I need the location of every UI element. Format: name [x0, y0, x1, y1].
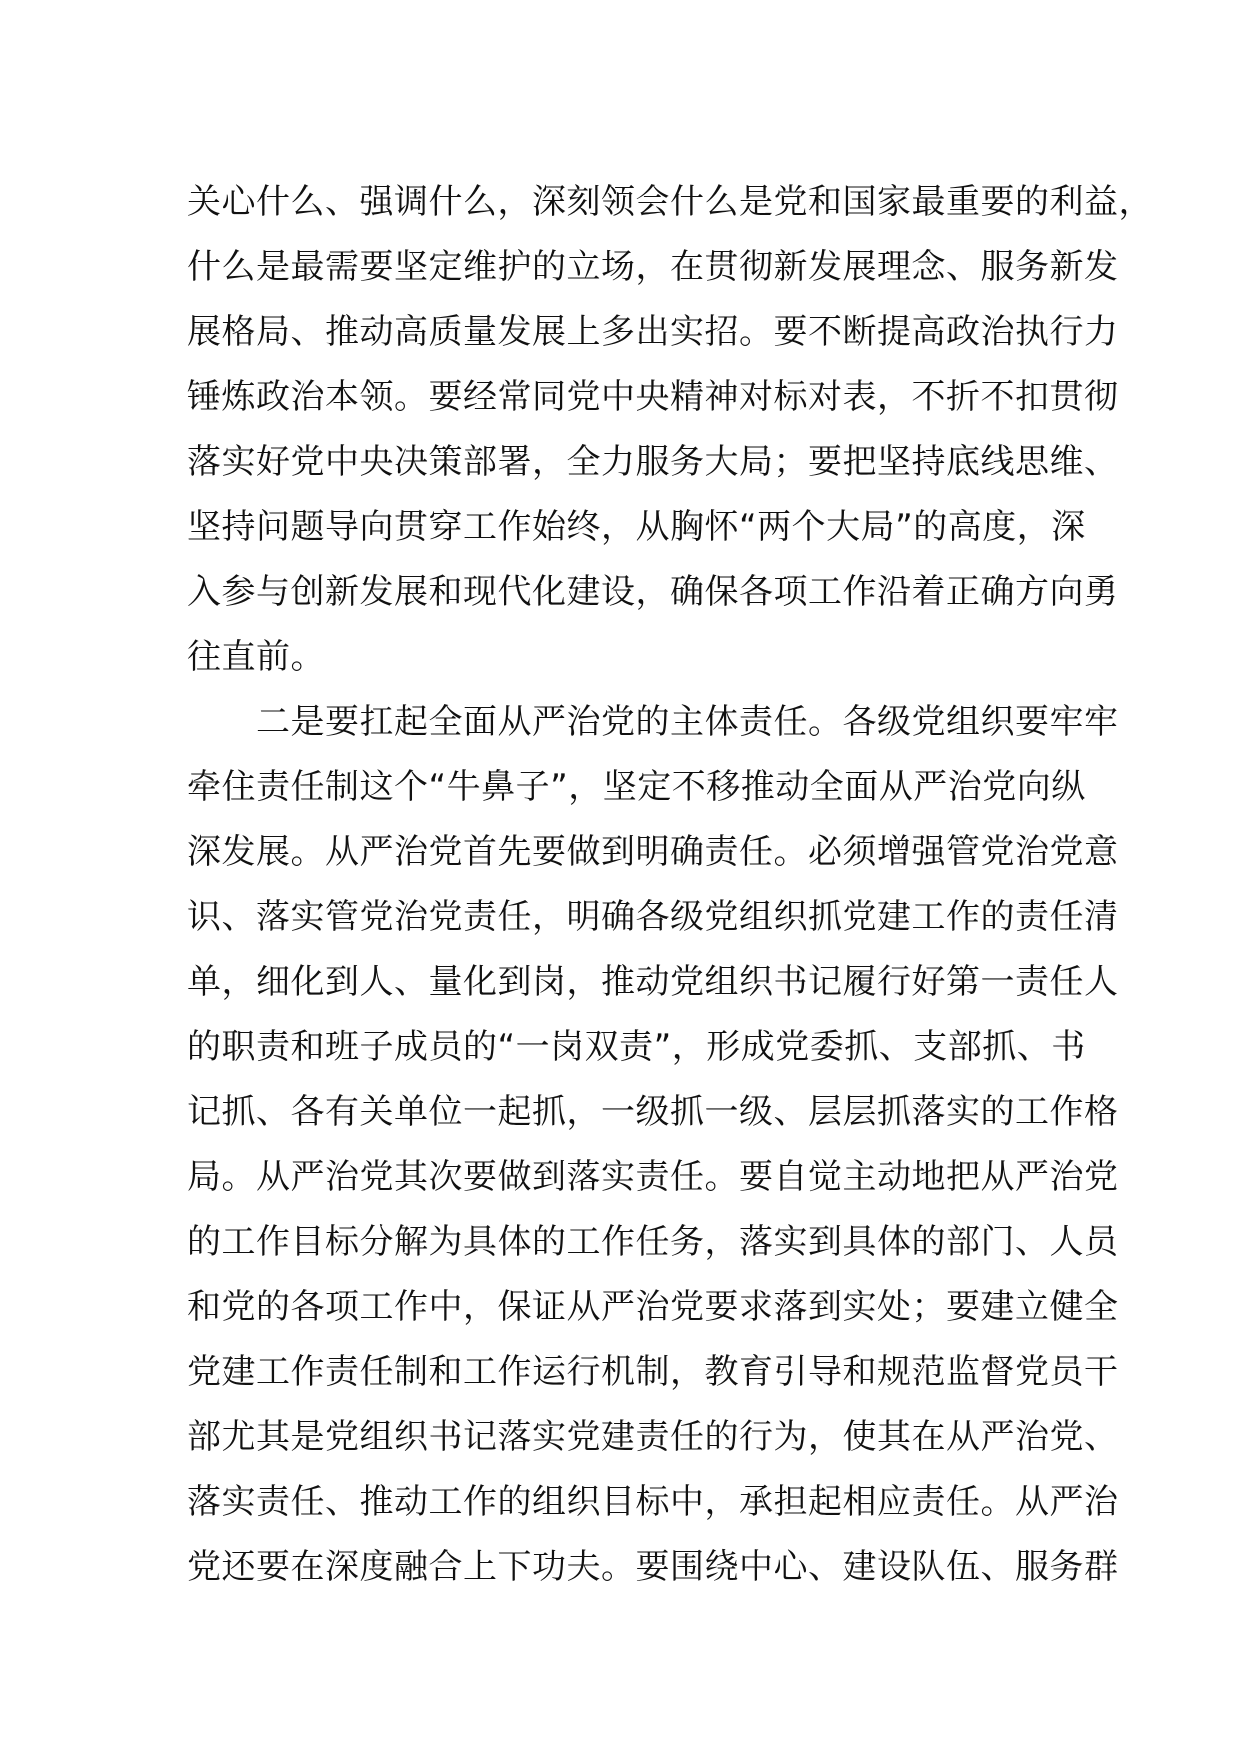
text-line: 展格局、推动高质量发展上多出实招。要不断提高政治执行力	[187, 312, 1119, 352]
text-line: 党建工作责任制和工作运行机制，教育引导和规范监督党员干	[187, 1352, 1119, 1392]
text-line: 牵住责任制这个“牛鼻子”，坚定不移推动全面从严治党向纵	[187, 767, 1086, 807]
text-line: 关心什么、强调什么，深刻领会什么是党和国家最重要的利益，	[187, 182, 1153, 222]
text-line: 记抓、各有关单位一起抓，一级抓一级、层层抓落实的工作格	[187, 1092, 1119, 1132]
text-line: 局。从严治党其次要做到落实责任。要自觉主动地把从严治党	[187, 1157, 1119, 1197]
text-line: 落实好党中央决策部署，全力服务大局；要把坚持底线思维、	[187, 442, 1119, 482]
body-text	[187, 170, 1153, 1600]
text-line: 单，细化到人、量化到岗，推动党组织书记履行好第一责任人	[187, 962, 1119, 1002]
text-line: 党还要在深度融合上下功夫。要围绕中心、建设队伍、服务群	[187, 1547, 1119, 1587]
text-line: 深发展。从严治党首先要做到明确责任。必须增强管党治党意	[187, 832, 1119, 872]
text-line: 入参与创新发展和现代化建设，确保各项工作沿着正确方向勇	[187, 572, 1119, 612]
text-line: 识、落实管党治党责任，明确各级党组织抓党建工作的责任清	[187, 897, 1119, 937]
text-line: 什么是最需要坚定维护的立场，在贯彻新发展理念、服务新发	[187, 247, 1119, 287]
text-line: 往直前。	[187, 637, 325, 677]
text-line: 落实责任、推动工作的组织目标中，承担起相应责任。从严治	[187, 1482, 1119, 1522]
text-line: 坚持问题导向贯穿工作始终，从胸怀“两个大局”的高度，深	[187, 507, 1086, 547]
text-line: 和党的各项工作中，保证从严治党要求落到实处；要建立健全	[187, 1287, 1119, 1327]
paragraph-start-line: 二是要扛起全面从严治党的主体责任。各级党组织要牢牢	[187, 702, 1119, 742]
text-line: 锤炼政治本领。要经常同党中央精神对标对表，不折不扣贯彻	[187, 377, 1119, 417]
text-line: 的工作目标分解为具体的工作任务，落实到具体的部门、人员	[187, 1222, 1119, 1262]
text-line: 的职责和班子成员的“一岗双责”，形成党委抓、支部抓、书	[187, 1027, 1086, 1067]
text-line: 部尤其是党组织书记落实党建责任的行为，使其在从严治党、	[187, 1417, 1119, 1457]
